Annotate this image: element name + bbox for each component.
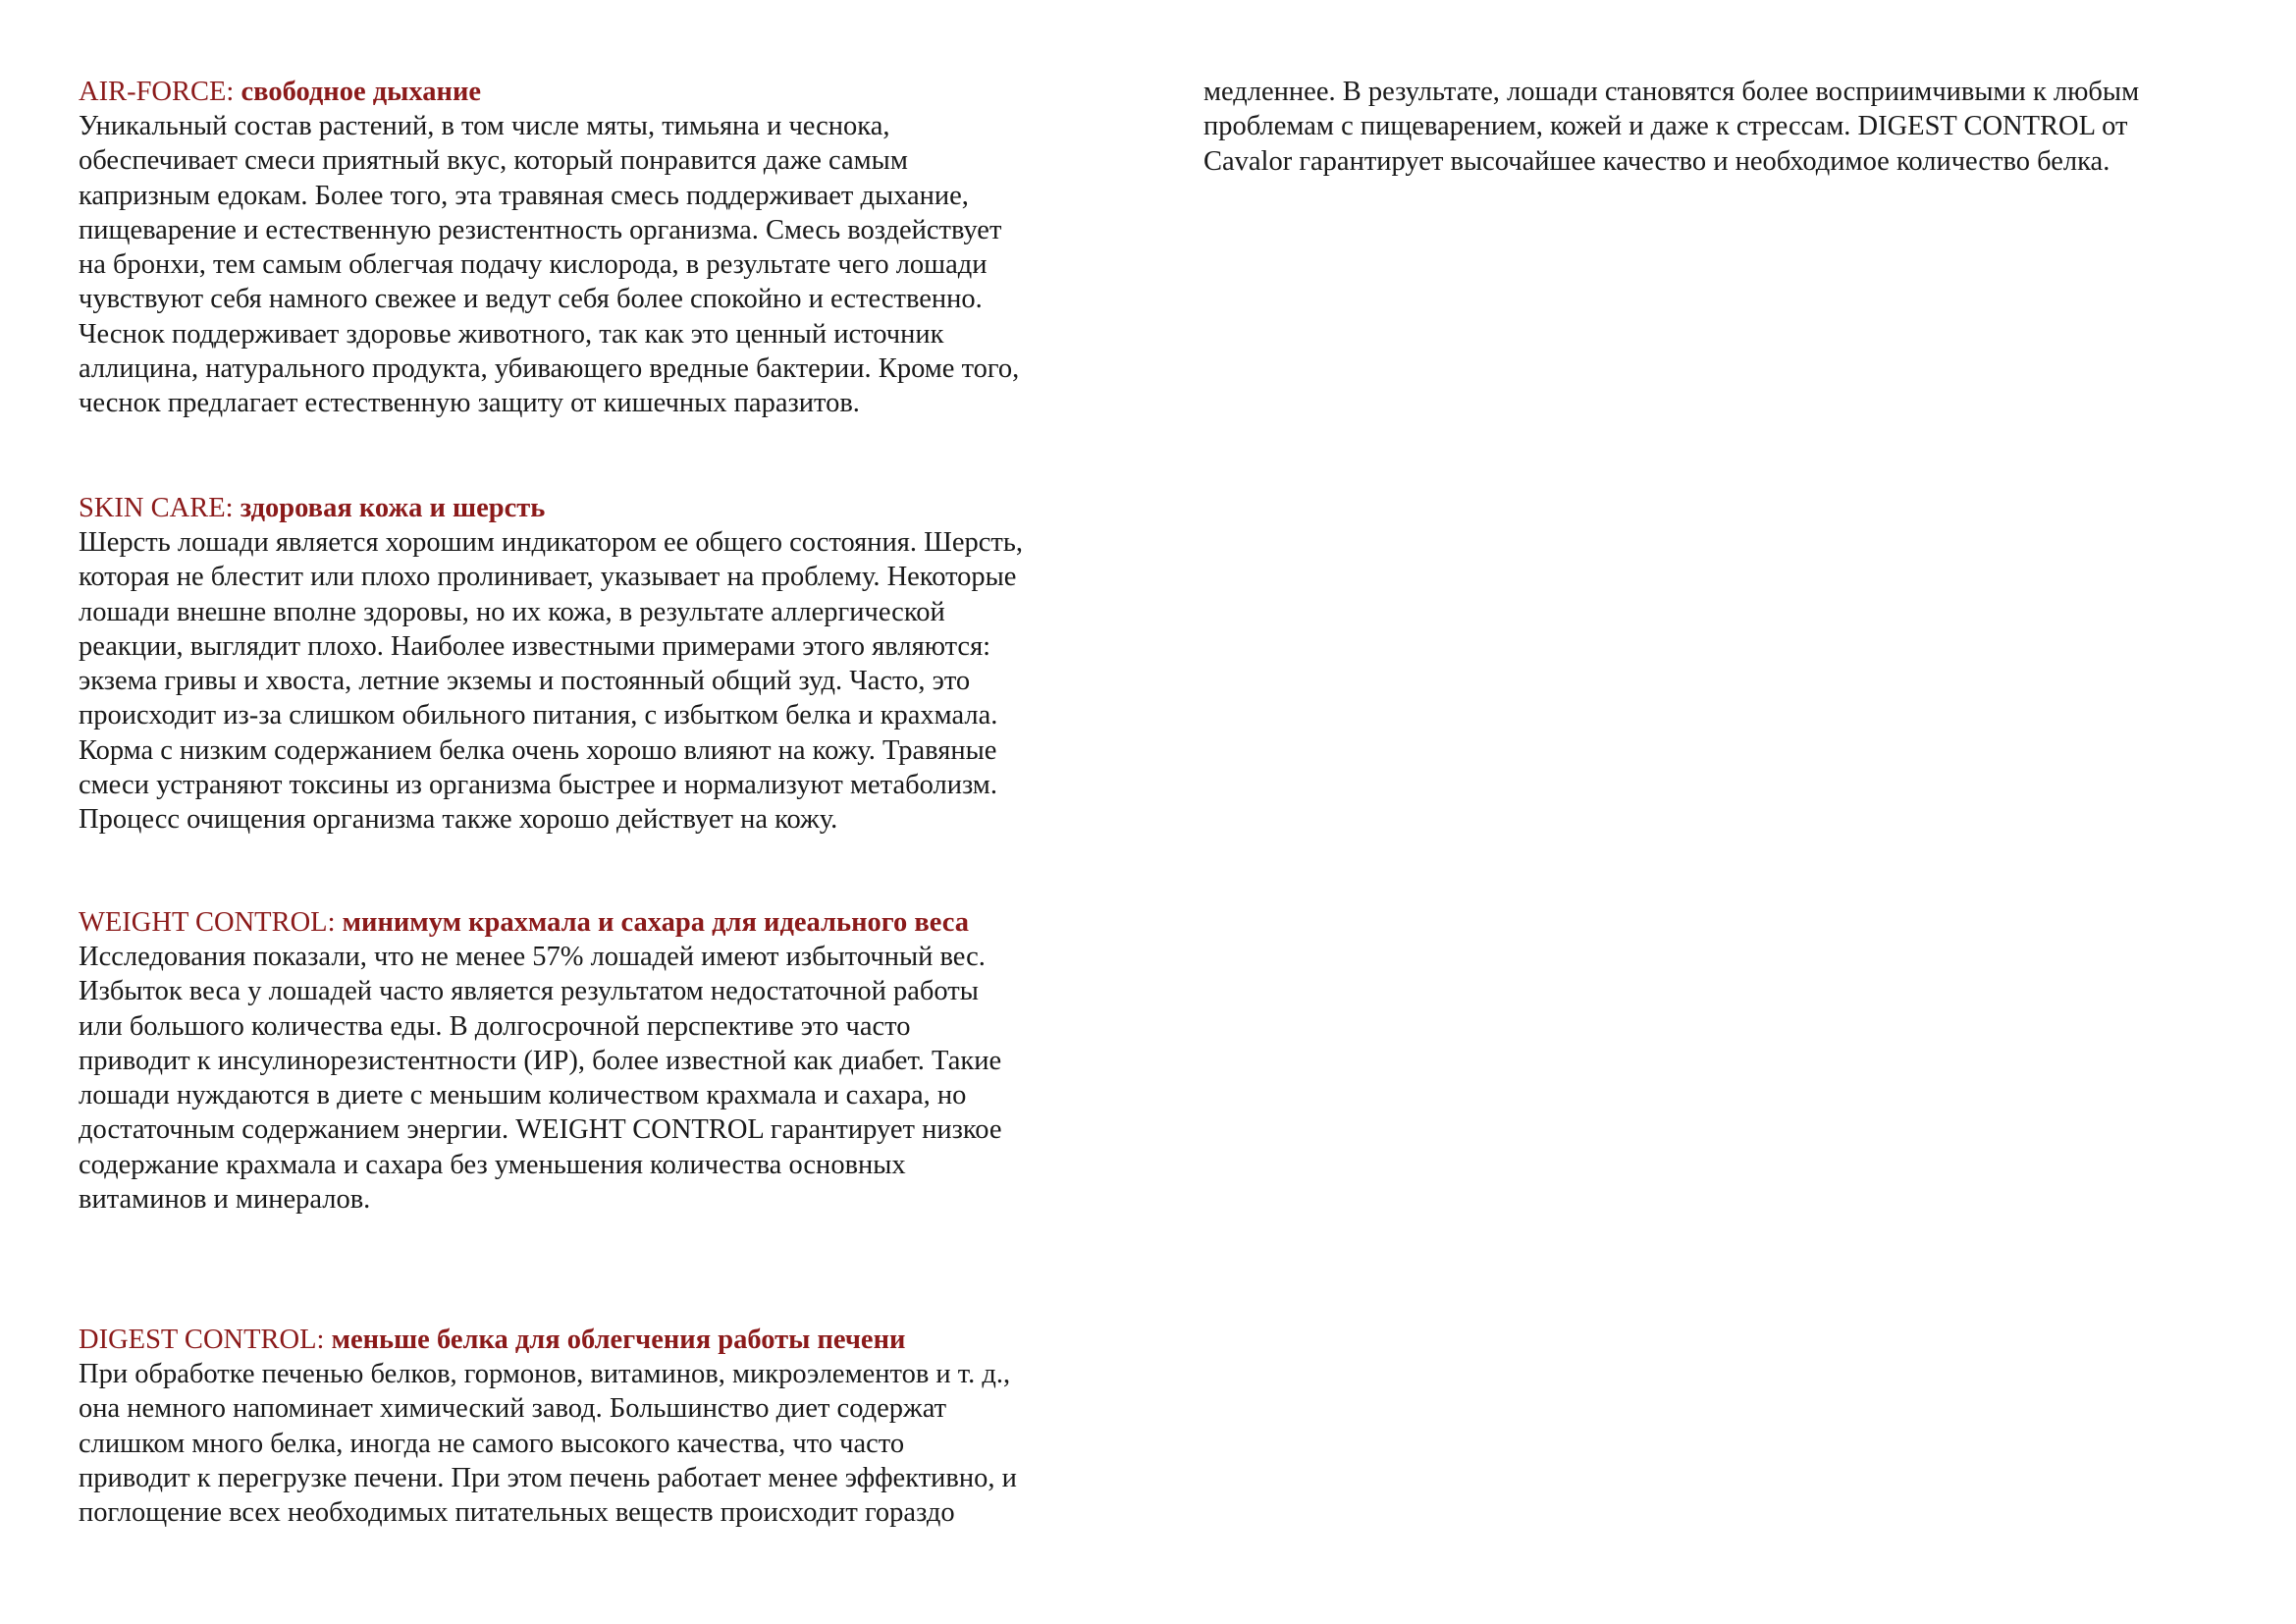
text-line: обеспечивает смеси приятный вкус, который понравится даже самым: [79, 145, 908, 177]
section-paragraph: [79, 1357, 1139, 1530]
section-paragraph: [79, 525, 1139, 838]
section-paragraph: [79, 940, 1139, 1217]
text-line: или большого количества еды. В долгосрочной перспективе это часто: [79, 1010, 911, 1042]
text-line: При обработке печенью белков, гормонов, витаминов, микроэлементов и т. д.,: [79, 1359, 1011, 1389]
text-line: Процесс очищения организма также хорошо действует на кожу.: [79, 804, 838, 836]
section-heading: [79, 1323, 1139, 1357]
heading-latin: SKIN CARE:: [79, 493, 234, 523]
text-line: экзема гривы и хвоста, летние экземы и постоянный общий зуд. Часто, это: [79, 666, 971, 697]
text-line: проблемам с пищеварением, кожей и даже к стрессам. DIGEST CONTROL от: [1203, 111, 2128, 142]
section-paragraph: [79, 109, 1139, 421]
text-line: витаминов и минералов.: [79, 1184, 371, 1216]
text-line: Уникальный состав растений, в том числе мяты, тимьяна и чеснока,: [79, 111, 890, 141]
heading-latin: WEIGHT CONTROL:: [79, 907, 336, 938]
text-line: медленнее. В результате, лошади становятся более восприимчивыми к любым: [1203, 77, 2140, 107]
heading-text: меньше белка для облегчения работы печени: [324, 1325, 906, 1355]
continuation-paragraph: [1203, 75, 2224, 179]
text-line: капризным едокам. Более того, эта травяная смесь поддерживает дыхание,: [79, 180, 969, 211]
section-weight-control: [79, 905, 1139, 1217]
heading-latin: AIR-FORCE:: [79, 77, 235, 107]
heading-latin: DIGEST CONTROL:: [79, 1325, 325, 1355]
text-line: приводит к инсулинорезистентности (ИР), более известной как диабет. Такие: [79, 1045, 1002, 1076]
text-line: достаточным содержанием энергии. WEIGHT CONTROL гарантирует низкое: [79, 1114, 1002, 1146]
section-skin-care: [79, 491, 1139, 838]
text-line: происходит из-за слишком обильного питания, с избытком белка и крахмала.: [79, 700, 998, 731]
right-column: [1203, 75, 2224, 179]
section-digest-control: [79, 1323, 1139, 1530]
section-heading: [79, 905, 1139, 940]
text-line: Корма с низким содержанием белка очень хорошо влияют на кожу. Травяные: [79, 734, 997, 766]
heading-text: минимум крахмала и сахара для идеального веса: [335, 907, 970, 938]
text-line: поглощение всех необходимых питательных веществ происходит гораздо: [79, 1497, 955, 1529]
text-line: чеснок предлагает естественную защиту от кишечных паразитов.: [79, 388, 860, 419]
text-line: лошади нуждаются в диете с меньшим количеством крахмала и сахара, но: [79, 1080, 967, 1111]
text-line: чувствуют себя намного свежее и ведут себя более спокойно и естественно.: [79, 284, 983, 315]
text-line: Избыток веса у лошадей часто является результатом недостаточной работы: [79, 976, 979, 1007]
text-line: Чеснок поддерживает здоровье животного, так как это ценный источник: [79, 318, 944, 350]
text-line: пищеварение и естественную резистентность организма. Смесь воздействует: [79, 214, 1002, 245]
text-line: лошади внешне вполне здоровы, но их кожа, в результате аллергической: [79, 596, 945, 627]
text-line: на бронхи, тем самым облегчая подачу кислорода, в результате чего лошади: [79, 249, 988, 281]
text-line: которая не блестит или плохо пролинивает, указывает на проблему. Некоторые: [79, 562, 1017, 593]
heading-text: здоровая кожа и шерсть: [233, 493, 546, 523]
text-line: реакции, выглядит плохо. Наиболее известными примерами этого являются:: [79, 630, 991, 662]
text-line: смеси устраняют токсины из организма быстрее и нормализуют метаболизм.: [79, 770, 997, 801]
text-line: слишком много белка, иногда не самого высокого качества, что часто: [79, 1428, 905, 1459]
section-heading: [79, 491, 1139, 525]
heading-text: свободное дыхание: [234, 77, 482, 107]
section-heading: [79, 75, 1139, 109]
section-air-force: [79, 75, 1139, 421]
text-line: она немного напоминает химический завод. Большинство диет содержат: [79, 1393, 947, 1425]
text-line: Исследования показали, что не менее 57% лошадей имеют избыточный вес.: [79, 942, 986, 972]
text-line: Cavalor гарантирует высочайшее качество и необходимое количество белка.: [1203, 145, 2110, 177]
text-line: приводит к перегрузке печени. При этом печень работает менее эффективно, и: [79, 1462, 1017, 1493]
text-line: Шерсть лошади является хорошим индикатором ее общего состояния. Шерсть,: [79, 527, 1024, 558]
text-line: содержание крахмала и сахара без уменьшения количества основных: [79, 1149, 906, 1180]
text-line: аллицина, натурального продукта, убивающего вредные бактерии. Кроме того,: [79, 353, 1020, 385]
